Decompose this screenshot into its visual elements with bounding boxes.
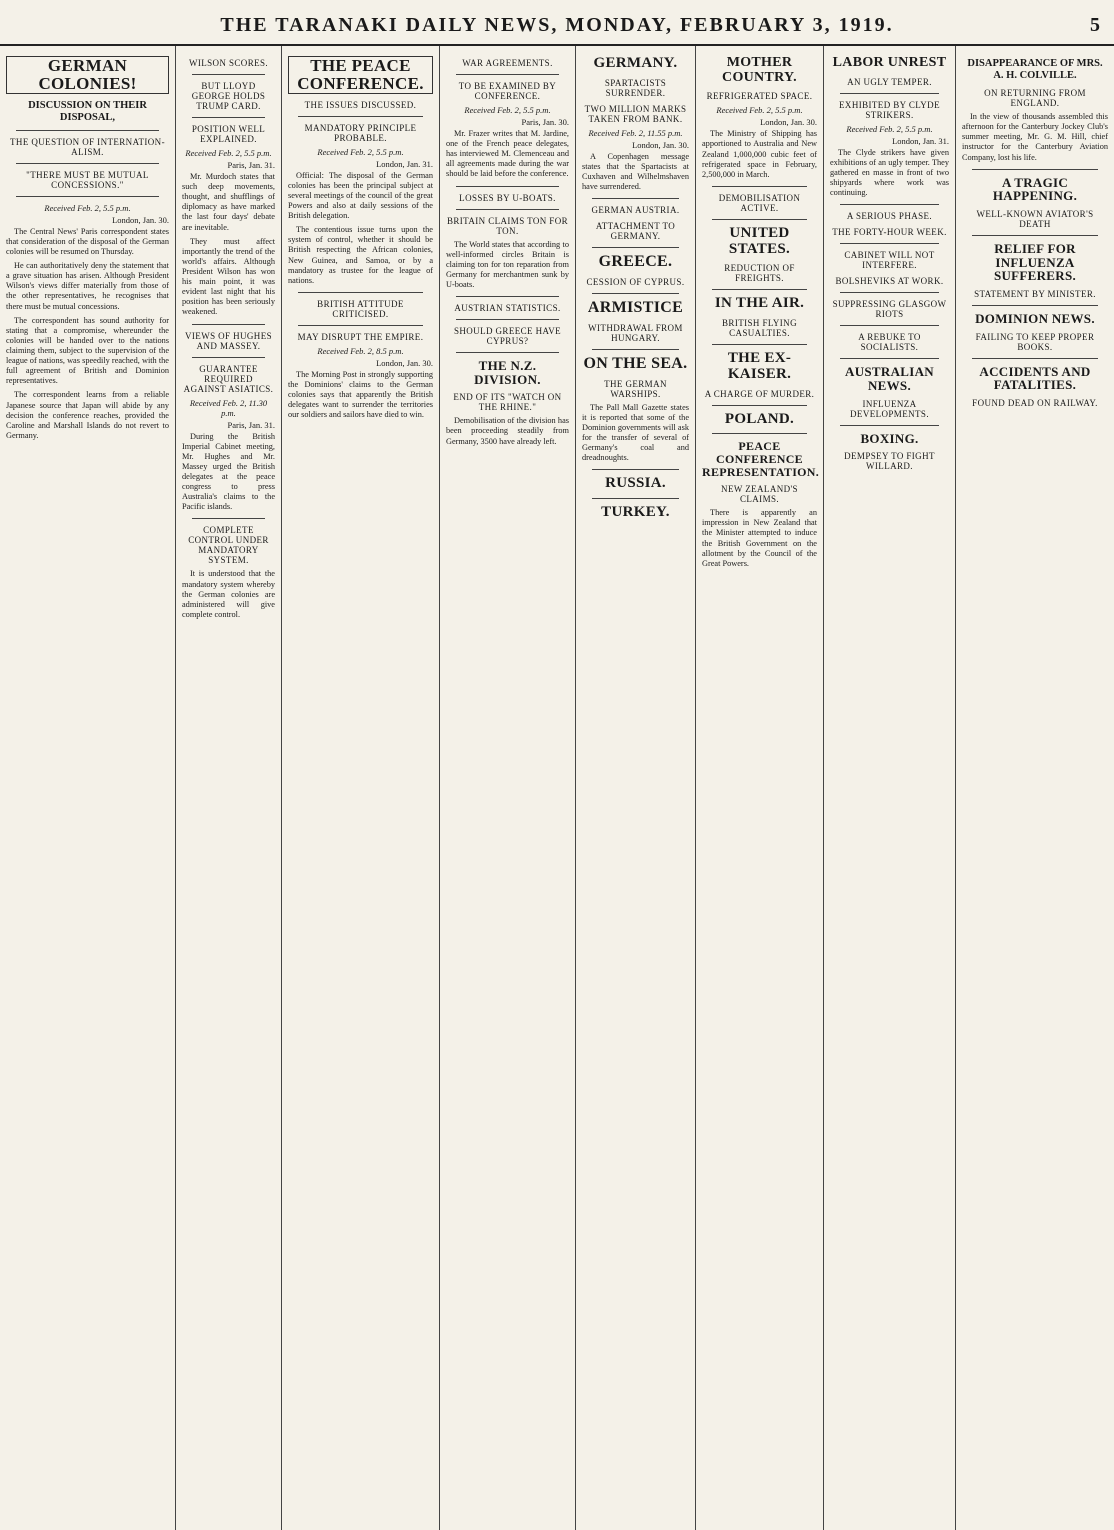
- subheadline: THE FORTY-HOUR WEEK.: [832, 227, 947, 238]
- divider: [840, 204, 939, 205]
- subheadline: COMPLETE CONTROL UNDER MANDATORY SYSTEM.: [188, 525, 269, 566]
- location: London, Jan. 31.: [376, 158, 433, 169]
- divider: [456, 296, 559, 297]
- subheadline: AN UGLY TEMPER.: [847, 76, 932, 87]
- subheadline: BRITISH ATTITUDE CRITICISED.: [317, 298, 404, 319]
- subheadline: THE QUESTION OF INTERNATION-ALISM.: [10, 136, 165, 157]
- divider: [192, 117, 265, 118]
- subheadline: MAY DISRUPT THE EMPIRE.: [297, 331, 424, 342]
- headline: THE EX-KAISER.: [727, 350, 792, 382]
- article-paragraph: The Morning Post in strongly supporting the Dominions' claims to the German colonies says that apparently the British delegates want to surrender the territories our soldiers and sailors have died to win.: [288, 369, 433, 420]
- divider: [16, 196, 159, 197]
- headline: LABOR UNREST: [832, 55, 947, 70]
- column-peace-conference: [282, 46, 440, 1530]
- article-paragraph: Demobilisation of the division has been proceeding steadily from Germany, 3500 have already left.: [446, 416, 569, 446]
- divider: [592, 469, 679, 470]
- divider: [972, 169, 1098, 170]
- divider: [192, 74, 265, 75]
- column-labor-unrest: [824, 46, 956, 1530]
- divider: [712, 289, 807, 290]
- subheadline: SPARTACISTS SURRENDER.: [604, 77, 667, 98]
- subheadline: POSITION WELL EXPLAINED.: [191, 124, 266, 144]
- divider: [840, 325, 939, 326]
- article-paragraph: It is understood that the mandatory system whereby the German colonies are administered will give complete control.: [182, 569, 275, 619]
- subheadline: THE GERMAN WARSHIPS.: [604, 378, 667, 399]
- headline: BOXING.: [860, 430, 919, 446]
- article-paragraph: They must affect importantly the trend of the world's affairs. Although President Wilson has won his main point, it was evident last night that his position has been seriously weakened.: [182, 236, 275, 317]
- location: Paris, Jan. 31.: [227, 160, 275, 170]
- article-paragraph: A Copenhagen message states that the Spartacists at Cuxhaven and Wilhelmshaven have surrendered.: [582, 151, 689, 192]
- divider: [592, 198, 679, 199]
- divider: [712, 219, 807, 220]
- subheadline: BRITAIN CLAIMS TON FOR TON.: [446, 215, 568, 236]
- headline: ARMISTICE: [587, 298, 684, 316]
- headline: DOMINION NEWS.: [975, 310, 1095, 326]
- divider: [592, 498, 679, 499]
- masthead: [0, 0, 1114, 46]
- divider: [592, 349, 679, 350]
- divider: [456, 186, 559, 187]
- divider: [298, 116, 423, 117]
- subheadline: END OF ITS "WATCH ON THE RHINE.": [453, 392, 562, 413]
- headline: GERMANY.: [593, 55, 678, 71]
- article-paragraph: There is apparently an impression in New Zealand that the Minister attempted to induce the British Government on the allotment by the Council of the Great Powers.: [702, 508, 817, 568]
- column-wilson-scores: [176, 46, 282, 1530]
- divider: [298, 325, 423, 326]
- article-paragraph: He can authoritatively deny the statement that a grave situation has arisen. Although President Wilson's views differ materially from those of the other representatives, he recognises that there must be mutual concessions.: [6, 261, 169, 311]
- article-paragraph: The Clyde strikers have given exhibitions of an ugly temper. They gathered en masse in front of two shipyards where work was continuing.: [830, 147, 949, 198]
- subheadline: AUSTRIAN STATISTICS.: [454, 303, 561, 314]
- article-paragraph: The World states that according to well-informed circles Britain is claiming ton for ton reparation from Germany for merchantmen sunk by U-boats.: [446, 239, 569, 289]
- headline: AUSTRALIAN NEWS.: [845, 364, 934, 393]
- subheadline: WAR AGREEMENTS.: [462, 58, 553, 68]
- subheadline: REDUCTION OF FREIGHTS.: [724, 263, 795, 284]
- dateline: Received Feb. 2, 11.55 p.m.: [588, 127, 683, 138]
- subheadline: REFRIGERATED SPACE.: [706, 91, 813, 102]
- subheadline: A SERIOUS PHASE.: [846, 211, 933, 222]
- subheadline: DISCUSSION ON THEIR DISPOSAL,: [28, 99, 147, 123]
- column-colville: [956, 46, 1114, 1530]
- divider: [456, 352, 559, 353]
- location: London, Jan. 30.: [376, 357, 433, 368]
- location: Paris, Jan. 30.: [521, 117, 569, 127]
- divider: [840, 358, 939, 359]
- subheadline: DISAPPEARANCE OF MRS. A. H. COLVILLE.: [967, 58, 1103, 82]
- dateline: Received Feb. 2, 5.5 p.m.: [464, 105, 551, 115]
- article-paragraph: The Central News' Paris correspondent states that consideration of the disposal of the German colonies will be resumed on Thursday.: [6, 226, 169, 257]
- subheadline: WILSON SCORES.: [188, 58, 269, 68]
- subheadline: CESSION OF CYPRUS.: [586, 276, 685, 287]
- divider: [298, 292, 423, 293]
- subheadline: FAILING TO KEEP PROPER BOOKS.: [975, 331, 1095, 352]
- column-mother-country: [696, 46, 824, 1530]
- dateline: Received Feb. 2, 5.5 p.m.: [44, 202, 131, 213]
- headline: POLAND.: [724, 410, 795, 427]
- headline: THE PEACE CONFERENCE.: [288, 56, 433, 94]
- subheadline: TWO MILLION MARKS TAKEN FROM BANK.: [584, 103, 687, 124]
- subheadline: ATTACHMENT TO GERMANY.: [595, 221, 676, 242]
- dateline: Received Feb. 2, 5.5 p.m.: [317, 146, 404, 157]
- divider: [456, 209, 559, 210]
- divider: [16, 163, 159, 164]
- location: London, Jan. 31.: [892, 135, 949, 146]
- headline: TURKEY.: [601, 503, 670, 520]
- divider: [712, 405, 807, 406]
- headline: UNITED STATES.: [728, 224, 791, 257]
- subheadline: SUPPRESSING GLASGOW RIOTS: [832, 299, 947, 320]
- headline: A TRAGIC HAPPENING.: [992, 174, 1078, 204]
- location: Paris, Jan. 31.: [227, 419, 275, 430]
- subheadline: ON RETURNING FROM ENGLAND.: [984, 88, 1086, 109]
- divider: [712, 186, 807, 187]
- headline: MOTHER COUNTRY.: [722, 55, 797, 85]
- article-paragraph: The contentious issue turns upon the system of control, whether it should be British respecting the African colonies, New Guinea, and Samoa, or by a mandatory as trustee for the league of nations.: [288, 225, 433, 285]
- subheadline: A CHARGE OF MURDER.: [704, 388, 815, 399]
- dateline: Received Feb. 2, 5.5 p.m.: [185, 148, 272, 158]
- divider: [16, 130, 159, 131]
- article-paragraph: The correspondent has sound authority for stating that a compromise, whereunder the colonies will be handed over to the nations claiming them, subject to the supervision of the league of nations, was speedily reached, with the full agreement of British and Dominion representatives.: [6, 315, 169, 386]
- dateline: Received Feb. 2, 5.5 p.m.: [846, 123, 933, 134]
- article-paragraph: In the view of thousands assembled this afternoon for the Canterbury Jockey Club's summer meeting, Mr. G. M. Hill, chief instructor for the Canterbury Aviation Company, lost his life.: [962, 112, 1108, 162]
- column-german-colonies: [0, 46, 176, 1530]
- subheadline: GERMAN AUSTRIA.: [591, 205, 680, 216]
- headline: RUSSIA.: [605, 475, 666, 492]
- article-paragraph: Mr. Frazer writes that M. Jardine, one of the French peace delegates, has interviewed M. Clemenceau and all agreements made during the war should be laid before the conference.: [446, 129, 569, 179]
- divider: [192, 518, 265, 519]
- subheadline: NEW ZEALAND'S CLAIMS.: [721, 484, 798, 505]
- divider: [712, 433, 807, 434]
- article-paragraph: Mr. Murdoch states that such deep movements, thought, and shufflings of diplomacy as have marked the last four days' debate are inevitable.: [182, 172, 275, 232]
- headline: GREECE.: [598, 253, 673, 271]
- headline: THE N.Z. DIVISION.: [474, 358, 541, 387]
- subheadline: CABINET WILL NOT INTERFERE.: [844, 250, 935, 271]
- subheadline: DEMPSEY TO FIGHT WILLARD.: [844, 451, 935, 472]
- subheadline: TO BE EXAMINED BY CONFERENCE.: [458, 81, 557, 101]
- subheadline: WELL-KNOWN AVIATOR'S DEATH: [976, 208, 1094, 229]
- divider: [840, 93, 939, 94]
- headline: RELIEF FOR INFLUENZA SUFFERERS.: [993, 240, 1077, 284]
- subheadline: FOUND DEAD ON RAILWAY.: [972, 397, 1098, 408]
- article-paragraph: The Ministry of Shipping has apportioned to Australia and New Zealand 1,000,000 cubic feet of refrigerated space in February, 2,500,000 in March.: [702, 129, 817, 179]
- subheadline: A REBUKE TO SOCIALISTS.: [858, 332, 921, 353]
- dateline: Received Feb. 2, 11.30 p.m.: [189, 397, 268, 418]
- article-paragraph: Official: The disposal of the German colonies has been the principal subject at several meetings of the council of the great Powers and also at daily sessions of the British delegation.: [288, 170, 433, 221]
- location: London, Jan. 30.: [760, 117, 817, 128]
- subheadline: DEMOBILISATION ACTIVE.: [718, 192, 801, 213]
- divider: [592, 247, 679, 248]
- column-germany: [576, 46, 696, 1530]
- subheadline: STATEMENT BY MINISTER.: [974, 288, 1096, 299]
- subheadline: "THERE MUST BE MUTUAL CONCESSIONS.": [26, 169, 149, 190]
- subheadline: LOSSES BY U-BOATS.: [459, 192, 556, 203]
- divider: [972, 235, 1098, 236]
- article-paragraph: The correspondent learns from a reliable Japanese source that Japan will abide by any decision the conference reaches, provided the Caroline and Marshall Islands do not revert to Germany.: [6, 390, 169, 440]
- headline: IN THE AIR.: [714, 295, 805, 312]
- article-paragraph: The Pall Mall Gazette states it is reported that some of the Dominion governments will ask for the transfer of several of Germany's coal and dreadnoughts.: [582, 402, 689, 463]
- subheadline: BUT LLOYD GEORGE HOLDS TRUMP CARD.: [191, 81, 266, 111]
- location: London, Jan. 30.: [632, 139, 689, 150]
- subheadline: EXHIBITED BY CLYDE STRIKERS.: [839, 99, 940, 120]
- headline: ON THE SEA.: [583, 354, 688, 372]
- divider: [456, 74, 559, 75]
- divider: [192, 324, 265, 325]
- divider: [592, 293, 679, 294]
- subheadline: VIEWS OF HUGHES AND MASSEY.: [185, 330, 272, 351]
- subheadline: INFLUENZA DEVELOPMENTS.: [850, 398, 929, 419]
- subheadline: BRITISH FLYING CASUALTIES.: [722, 318, 797, 339]
- divider: [840, 243, 939, 244]
- subheadline: THE ISSUES DISCUSSED.: [304, 99, 417, 110]
- columns: [0, 46, 1114, 1530]
- subheadline: SHOULD GREECE HAVE CYPRUS?: [453, 326, 562, 347]
- column-war-agreements: [440, 46, 576, 1530]
- divider: [840, 425, 939, 426]
- dateline: Received Feb. 2, 5.5 p.m.: [716, 105, 803, 116]
- divider: [192, 357, 265, 358]
- subheadline: GUARANTEE REQUIRED AGAINST ASIATICS.: [183, 363, 274, 394]
- page-number: 5: [1090, 14, 1100, 36]
- divider: [712, 344, 807, 345]
- location: London, Jan. 30.: [112, 214, 169, 225]
- divider: [456, 319, 559, 320]
- headline: PEACE CONFERENCE REPRESENTATION.: [702, 439, 820, 479]
- subheadline: MANDATORY PRINCIPLE PROBABLE.: [304, 122, 417, 143]
- subheadline: WITHDRAWAL FROM HUNGARY.: [588, 322, 683, 343]
- dateline: Received Feb. 2, 8.5 p.m.: [317, 345, 404, 356]
- subheadline: BOLSHEVIKS AT WORK.: [835, 276, 944, 287]
- masthead-title: THE TARANAKI DAILY NEWS, MONDAY, FEBRUARY 3, 1919.: [220, 14, 894, 36]
- divider: [972, 305, 1098, 306]
- headline: ACCIDENTS AND FATALITIES.: [979, 363, 1091, 393]
- divider: [840, 292, 939, 293]
- headline: GERMAN COLONIES!: [6, 56, 169, 94]
- article-paragraph: During the British Imperial Cabinet meeting, Mr. Hughes and Mr. Massey urged the British delegates at the peace congress to press Australia's claims to the Pacific islands.: [182, 431, 275, 512]
- divider: [972, 358, 1098, 359]
